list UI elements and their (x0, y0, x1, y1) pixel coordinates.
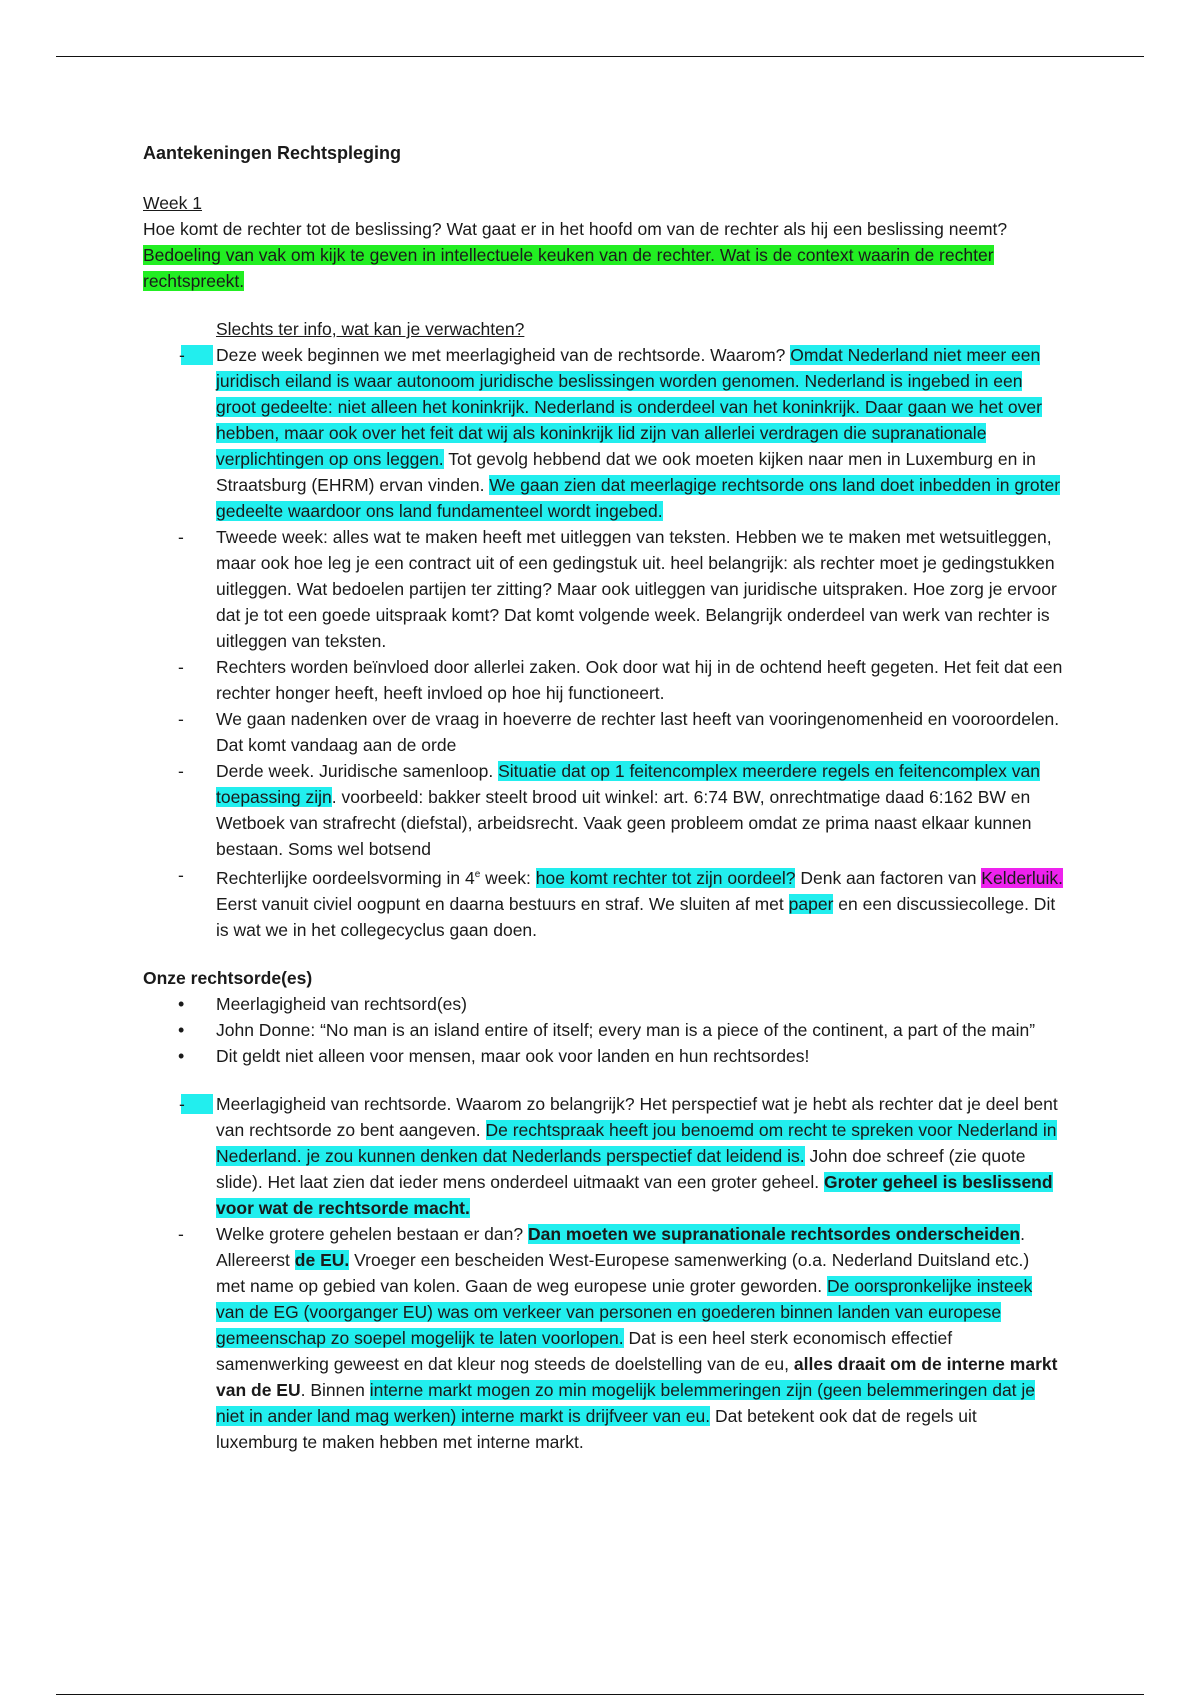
list-item: • John Donne: “No man is an island entire of itself; every man is a piece of the continent, a part of the main” (143, 1017, 1063, 1043)
list-item: • Meerlagigheid van rechtsord(es) (143, 991, 1063, 1017)
dash-marker (178, 758, 210, 784)
highlight-cyan-bold: Dan moeten we supranationale rechtsordes onderscheiden (527, 1223, 1021, 1244)
dash-marker (178, 706, 210, 732)
notes-list (143, 1091, 1063, 1455)
list-item: - We gaan nadenken over de vraag in hoeverre de rechter last heeft van vooringenomenheid en vooroordelen. Dat komt vandaag aan de orde (143, 706, 1063, 758)
dash-marker (178, 862, 210, 888)
bullet-marker (178, 1017, 210, 1043)
highlight-cyan: interne markt mogen zo min mogelijk belemmeringen zijn (geen belemmeringen dat je niet in ander land mag werken) interne markt is drijfveer van eu. (216, 1379, 1036, 1426)
week-heading: Week 1 (143, 193, 203, 213)
list-item: - Welke grotere gehelen bestaan er dan? Dan moeten we supranationale rechtsordes onderscheiden. Allereerst de EU. Vroeger een bescheiden West-Europese samenwerking (o.a. Nederland Duitsland etc.) met name op gebied van kolen. Gaan de weg europese unie groter geworden. De oorspronkelijke insteek van de EG (voorganger EU) was om verkeer van personen en goederen binnen landen van europese gemeenschap zo soepel mogelijk te laten voorlopen. Dat is een heel sterk economisch effectief samenwerking geweest en dat kleur nog steeds de doelstelling van de eu, alles draait om de interne markt van de EU. Binnen interne markt mogen zo min mogelijk belemmeringen zijn (geen belemmeringen dat je niet in ander land mag werken) interne markt is drijfveer van eu. Dat betekent ook dat de regels uit luxemburg te maken hebben met interne markt. (143, 1221, 1063, 1455)
dash-marker (181, 1094, 213, 1114)
highlight-cyan: Omdat Nederland niet meer een juridisch eiland is waar autonoom juridische beslissingen worden genomen. Nederland is ingebed in een groot gedeelte: niet alleen het koninkrijk. Nederland is onderdeel van het koninkrijk. Daar gaan we het over hebben, maar ook over het feit dat wij als koninkrijk lid zijn van allerlei verdragen die supranationale verplichtingen op ons leggen. (216, 345, 1042, 469)
highlight-green: Bedoeling van vak om kijk te geven in intellectuele keuken van de rechter. Wat is de context waarin de rechter rechtspreekt. (143, 245, 994, 291)
dash-marker (178, 1221, 210, 1247)
document-title: Aantekeningen Rechtspleging (143, 143, 402, 163)
dash-marker (178, 524, 210, 550)
highlight-cyan: hoe komt rechter tot zijn oordeel? (535, 867, 796, 888)
bullet-marker (178, 991, 210, 1017)
dash-marker (181, 345, 213, 365)
footer-rule (56, 1694, 1144, 1695)
highlight-cyan: Situatie dat op 1 feitencomplex meerdere regels en feitencomplex van toepassing zijn (216, 761, 1040, 807)
highlight-cyan: We gaan zien dat meerlagige rechtsorde ons land doet inbedden in groter gedeelte waardoor ons land fundamenteel wordt ingebed. (216, 475, 1061, 521)
highlight-cyan-bold: de EU. (294, 1249, 350, 1270)
header-rule (56, 56, 1144, 57)
bold-text: alles draait om de interne markt van de EU (216, 1353, 1058, 1400)
bullet-list (143, 991, 1063, 1069)
highlight-cyan: paper (788, 893, 834, 914)
list-item: - Rechterlijke oordeelsvorming in 4e week: hoe komt rechter tot zijn oordeel? Denk aan factoren van Kelderluik. Eerst vanuit civiel oogpunt en daarna bestuurs en straf. We sluiten af met paper en een discussiecollege. Dit is wat we in het collegecyclus gaan doen. (143, 862, 1063, 943)
list-item: - Tweede week: alles wat te maken heeft met uitleggen van teksten. Hebben we te maken met wetsuitleggen, maar ook hoe leg je een contract uit of een gedingstuk uit. heel belangrijk: als rechter moet je gedingstukken uitleggen. Wat bedoelen partijen ter zitting? Maar ook uitleggen van juridische uitspraken. Hoe zorg je ervoor dat je tot een goede uitspraak komt? Dat komt volgende week. Belangrijk onderdeel van werk van rechter is uitleggen van teksten. (143, 524, 1063, 654)
bullet-marker (178, 1043, 210, 1069)
list-item: - Rechters worden beïnvloed door allerlei zaken. Ook door wat hij in de ochtend heeft gegeten. Het feit dat een rechter honger heeft, heeft invloed op hoe hij functioneert. (143, 654, 1063, 706)
intro-paragraph: Hoe komt de rechter tot de beslissing? Wat gaat er in het hoofd om van de rechter als hij een beslissing neemt? Bedoeling van vak om kijk te geven in intellectuele keuken van de rechter. Wat is de context waarin de rechter rechtspreekt. (143, 219, 1008, 291)
highlight-cyan-bold: Groter geheel is beslissend voor wat de rechtsorde macht. (216, 1171, 1053, 1218)
list-item: - Meerlagigheid van rechtsorde. Waarom zo belangrijk? Het perspectief wat je hebt als rechter dat je deel bent van rechtsorde zo bent aangeven. De rechtspraak heeft jou benoemd om recht te spreken voor Nederland in Nederland. je zou kunnen denken dat Nederlands perspectief dat leidend is. John doe schreef (zie quote slide). Het laat zien dat ieder mens onderdeel uitmaakt van een groter geheel. Groter geheel is beslissend voor wat de rechtsorde macht. (143, 1091, 1063, 1221)
course-outline-list (143, 342, 1063, 943)
info-heading: Slechts ter info, wat kan je verwachten? (216, 319, 525, 339)
list-item: • Dit geldt niet alleen voor mensen, maar ook voor landen en hun rechtsordes! (143, 1043, 1063, 1069)
section-heading: Onze rechtsorde(es) (143, 967, 313, 988)
document-body (143, 140, 1063, 1455)
highlight-cyan: De oorspronkelijke insteek van de EG (voorganger EU) was om verkeer van personen en goederen binnen landen van europese gemeenschap zo soepel mogelijk te laten voorlopen. (216, 1275, 1033, 1348)
highlight-magenta: Kelderluik. (981, 867, 1064, 888)
list-item: - Deze week beginnen we met meerlagigheid van de rechtsorde. Waarom? Omdat Nederland niet meer een juridisch eiland is waar autonoom juridische beslissingen worden genomen. Nederland is ingebed in een groot gedeelte: niet alleen het koninkrijk. Nederland is onderdeel van het koninkrijk. Daar gaan we het over hebben, maar ook over het feit dat wij als koninkrijk lid zijn van allerlei verdragen die supranationale verplichtingen op ons leggen. Tot gevolg hebbend dat we ook moeten kijken naar men in Luxemburg en in Straatsburg (EHRM) ervan vinden. We gaan zien dat meerlagige rechtsorde ons land doet inbedden in groter gedeelte waardoor ons land fundamenteel wordt ingebed. (143, 342, 1063, 524)
list-item: - Derde week. Juridische samenloop. Situatie dat op 1 feitencomplex meerdere regels en feitencomplex van toepassing zijn. voorbeeld: bakker steelt brood uit winkel: art. 6:74 BW, onrechtmatige daad 6:162 BW en Wetboek van strafrecht (diefstal), arbeidsrecht. Vaak geen probleem omdat ze prima naast elkaar kunnen bestaan. Soms wel botsend (143, 758, 1063, 862)
highlight-cyan: De rechtspraak heeft jou benoemd om recht te spreken voor Nederland in Nederland. je zou kunnen denken dat Nederlands perspectief dat leidend is. (216, 1119, 1057, 1166)
dash-marker (178, 654, 210, 680)
